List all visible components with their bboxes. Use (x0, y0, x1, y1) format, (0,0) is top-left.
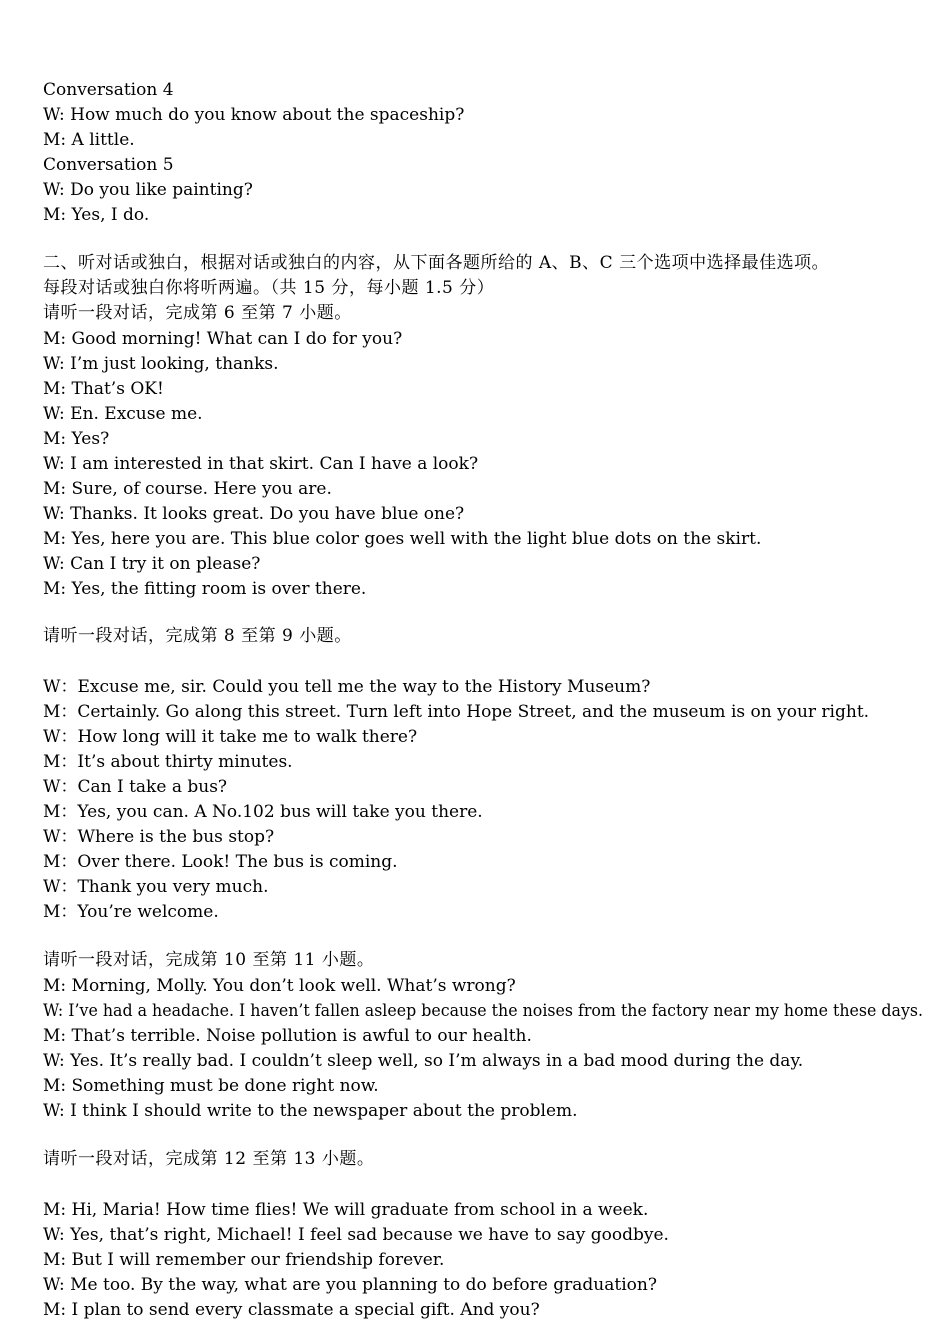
dialog-line: M：Over there. Look! The bus is coming. (43, 852, 398, 872)
dialog-line: M：You’re welcome. (43, 902, 219, 922)
dialog-line: W：Excuse me, sir. Could you tell me the way to the History Museum? (43, 677, 651, 697)
dialog-line: W: Yes. It’s really bad. I couldn’t sleep well, so I’m always in a bad mood during the day. (43, 1051, 804, 1071)
dialog-line: M: That’s OK! (43, 379, 164, 399)
dialog-line: M: Good morning! What can I do for you? (43, 329, 403, 349)
dialog-line: W: How much do you know about the spaceship? (43, 105, 465, 125)
dialog-line: M: Yes? (43, 429, 110, 449)
dialog-line: M: Morning, Molly. You don’t look well. What’s wrong? (43, 976, 516, 996)
conversation-4-title: Conversation 4 (43, 80, 174, 100)
dialog-line: M：It’s about thirty minutes. (43, 752, 293, 772)
dialog-line: M: But I will remember our friendship forever. (43, 1250, 445, 1270)
dialog-line: M: Hi, Maria! How time flies! We will graduate from school in a week. (43, 1200, 649, 1220)
dialog-line: M: Sure, of course. Here you are. (43, 479, 332, 499)
dialog-line: M: That’s terrible. Noise pollution is awful to our health. (43, 1026, 532, 1046)
conversation-5-title: Conversation 5 (43, 155, 174, 175)
dialog-line: W: Do you like painting? (43, 180, 253, 200)
dialog-line: W: I’m just looking, thanks. (43, 354, 279, 374)
dialog-line: W：How long will it take me to walk there? (43, 727, 418, 747)
dialog-line: M: A little. (43, 130, 135, 150)
dialog-line: W：Thank you very much. (43, 877, 269, 897)
dialog-line: W: Me too. By the way, what are you planning to do before graduation? (43, 1275, 657, 1295)
dialog-line: W: I’ve had a headache. I haven’t fallen asleep because the noises from the factory near my home these days. (43, 1001, 924, 1021)
section-2-instruction: 二、听对话或独白，根据对话或独白的内容，从下面各题所给的 A、B、C 三个选项中选择最佳选项。 (43, 253, 830, 273)
dialog-prompt-12-13: 请听一段对话，完成第 12 至第 13 小题。 (43, 1149, 375, 1169)
dialog-line: M: I plan to send every classmate a special gift. And you? (43, 1300, 540, 1320)
dialog-line: W: Yes, that’s right, Michael! I feel sad because we have to say goodbye. (43, 1225, 669, 1245)
dialog-line: M: Something must be done right now. (43, 1076, 379, 1096)
dialog-prompt-8-9: 请听一段对话，完成第 8 至第 9 小题。 (43, 626, 352, 646)
dialog-line: W：Can I take a bus? (43, 777, 228, 797)
dialog-line: W: I think I should write to the newspaper about the problem. (43, 1101, 578, 1121)
dialog-line: W: I am interested in that skirt. Can I have a look? (43, 454, 479, 474)
dialog-line: M：Yes, you can. A No.102 bus will take you there. (43, 802, 483, 822)
dialog-line: W：Where is the bus stop? (43, 827, 275, 847)
section-2-instruction-cont: 每段对话或独白你将听两遍。（共 15 分，每小题 1.5 分） (43, 278, 495, 298)
dialog-line: M: Yes, the fitting room is over there. (43, 579, 367, 599)
dialog-line: M：Certainly. Go along this street. Turn left into Hope Street, and the museum is on your right. (43, 702, 870, 722)
dialog-prompt-6-7: 请听一段对话，完成第 6 至第 7 小题。 (43, 303, 352, 323)
dialog-line: W: Thanks. It looks great. Do you have blue one? (43, 504, 465, 524)
dialog-line: M: Yes, I do. (43, 205, 150, 225)
dialog-line: M: Yes, here you are. This blue color goes well with the light blue dots on the skirt. (43, 529, 762, 549)
dialog-line: W: En. Excuse me. (43, 404, 203, 424)
dialog-prompt-10-11: 请听一段对话，完成第 10 至第 11 小题。 (43, 950, 375, 970)
dialog-line: W: Can I try it on please? (43, 554, 261, 574)
